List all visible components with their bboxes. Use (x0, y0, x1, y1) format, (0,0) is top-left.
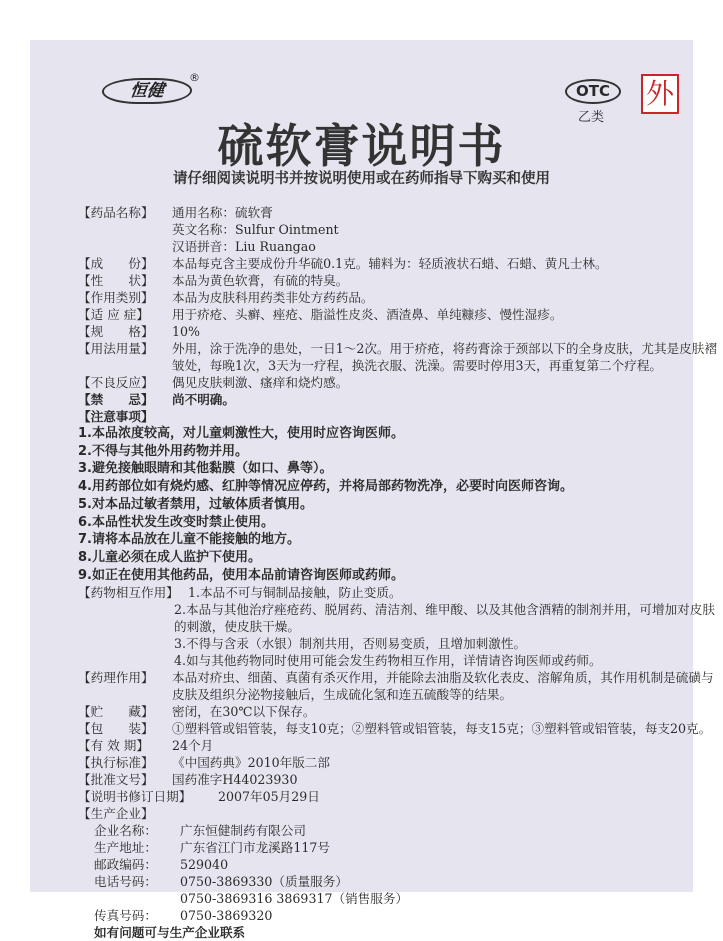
fax-value: 0750-3869320 (180, 908, 273, 924)
indications-value: 用于疥疮、头癣、痤疮、脂溢性皮炎、酒渣鼻、单纯糠疹、慢性湿疹。 (172, 307, 563, 322)
ingredients-row (78, 255, 718, 272)
registered-mark: ® (189, 71, 200, 84)
instruction-sheet (30, 40, 717, 941)
interaction-item: 3.不得与含汞（水银）制剂共用，否则易变质，且增加刺激性。 (174, 636, 527, 652)
usage-label: 【用法用量】 (78, 341, 154, 356)
precaution-item: 3.避免接触眼睛和其他黏膜（如口、鼻等）。 (78, 461, 333, 477)
precaution-item: 5.对本品过敏者禁用，过敏体质者慎用。 (78, 496, 313, 512)
ingredients-label: 【成 份】 (78, 256, 154, 271)
precaution-item: 9.如正在使用其他药品，使用本品前请咨询医师或药师。 (78, 567, 404, 583)
contraindications-value: 尚不明确。 (172, 392, 235, 407)
brand-logo: 恒健 (100, 78, 194, 104)
drug-pinyin-name: 汉语拼音：Liu Ruangao (172, 239, 316, 254)
drug-english-name: 英文名称：Sulfur Ointment (172, 222, 339, 237)
contraindications-label: 【禁 忌】 (78, 392, 154, 407)
instruction-content (78, 204, 718, 941)
interactions-row (78, 584, 718, 601)
company-row (78, 822, 718, 839)
drug-generic-name: 通用名称：硫软膏 (172, 205, 273, 220)
expiry-row (78, 737, 718, 754)
revision-row (78, 788, 718, 805)
interaction-item: 4.如与其他药物同时使用可能会发生药物相互作用，详情请咨询医师或药师。 (174, 653, 602, 669)
standard-value: 《中国药典》2010年版二部 (172, 755, 330, 771)
appearance-row (78, 272, 718, 289)
storage-label: 【贮 藏】 (78, 704, 154, 720)
precaution-item: 6.本品性状发生改变时禁止使用。 (78, 514, 274, 530)
package-value: ①塑料管或铝管装，每支10克；②塑料管或铝管装，每支15克；③塑料管或铝管装，每支20克。 (172, 721, 712, 737)
phone-key: 电话号码： (94, 874, 157, 890)
pharmacology-label: 【药理作用】 (78, 670, 154, 686)
standard-row (78, 754, 718, 771)
interaction-item: 2.本品与其他治疗痤疮药、脱屑药、清洁剂、维甲酸、以及其他含酒精的制剂并用，可增加对皮肤的刺激，使皮肤干燥。 (174, 602, 715, 635)
company-value: 广东恒健制药有限公司 (180, 823, 306, 839)
precautions-label: 【注意事项】 (78, 409, 154, 424)
otc-badge: OTC (565, 79, 621, 104)
external-use-badge: 外 (641, 74, 679, 114)
package-row (78, 720, 718, 737)
spec-label: 【规 格】 (78, 324, 154, 339)
contraindications-row (78, 391, 718, 408)
expiry-value: 24个月 (172, 738, 214, 754)
postcode-key: 邮政编码： (94, 857, 157, 873)
adverse-label: 【不良反应】 (78, 375, 154, 390)
fax-row (78, 907, 718, 924)
adverse-row (78, 374, 718, 391)
drug-name-row (78, 204, 718, 221)
approval-value: 国药准字H44023930 (172, 772, 298, 788)
approval-row (78, 771, 718, 788)
precaution-item: 4.用药部位如有烧灼感、红肿等情况应停药，并将局部药物洗净，必要时向医师咨询。 (78, 479, 573, 495)
address-value: 广东省江门市龙溪路117号 (180, 840, 330, 856)
appearance-value: 本品为黄色软膏，有硫的特臭。 (172, 273, 349, 288)
adverse-value: 偶见皮肤刺激、瘙痒和烧灼感。 (172, 375, 349, 390)
usage-row (78, 340, 718, 374)
precaution-item: 8.儿童必须在成人监护下使用。 (78, 549, 261, 565)
category-value: 本品为皮肤科用药类非处方药药品。 (172, 290, 374, 305)
ingredients-value: 本品每克含主要成份升华硫0.1克。辅料为：轻质液状石蜡、石蜡、黄凡士林。 (172, 256, 608, 271)
interactions-label: 【药物相互作用】 (78, 585, 179, 601)
revision-label: 【说明书修订日期】 (78, 789, 192, 805)
appearance-label: 【性 状】 (78, 273, 154, 288)
precaution-item: 7.请将本品放在儿童不能接触的地方。 (78, 532, 300, 548)
storage-row (78, 703, 718, 720)
spec-row (78, 323, 718, 340)
fax-key: 传真号码： (94, 908, 157, 924)
contact-note: 如有问题可与生产企业联系 (94, 925, 246, 941)
phone-row (78, 873, 718, 890)
address-key: 生产地址： (94, 840, 157, 856)
expiry-label: 【有 效 期】 (78, 738, 149, 754)
indications-label: 【适 应 症】 (78, 307, 149, 322)
company-key: 企业名称： (94, 823, 157, 839)
revision-value: 2007年05月29日 (218, 789, 320, 805)
postcode-value: 529040 (180, 857, 229, 873)
approval-label: 【批准文号】 (78, 772, 154, 788)
address-row (78, 839, 718, 856)
category-label: 【作用类别】 (78, 290, 154, 305)
pharmacology-row (78, 669, 718, 703)
otc-class-label: 乙类 (578, 110, 605, 125)
standard-label: 【执行标准】 (78, 755, 154, 771)
phone-value: 0750-3869330（质量服务） (180, 874, 348, 890)
page-subtitle: 请仔细阅读说明书并按说明使用或在药师指导下购买和使用 (173, 171, 550, 187)
phone-value-secondary: 0750-3869316 3869317（销售服务） (180, 891, 409, 907)
precaution-item: 1.本品浓度较高，对儿童刺激性大，使用时应咨询医师。 (78, 426, 404, 441)
package-label: 【包 装】 (78, 721, 154, 737)
drug-name-label: 【药品名称】 (78, 205, 154, 220)
spec-value: 10% (172, 324, 200, 339)
storage-value: 密闭，在30℃以下保存。 (172, 704, 316, 720)
page-title: 硫软膏说明书 (217, 119, 506, 173)
category-row (78, 289, 718, 306)
pharmacology-value: 本品对疥虫、细菌、真菌有杀灭作用，并能除去油脂及软化表皮、溶解角质，其作用机制是硫磺与皮肤及组织分泌物接触后，生成硫化氢和连五硫酸等的结果。 (172, 670, 714, 703)
indications-row (78, 306, 718, 323)
interaction-item: 1.本品不可与铜制品接触，防止变质。 (188, 585, 402, 601)
usage-value: 外用，涂于洗净的患处，一日1～2次。用于疥疮，将药膏涂于颈部以下的全身皮肤，尤其是皮肤褶皱处，每晚1次，3天为一疗程，换洗衣服、洗澡。需要时停用3天，再重复第二个疗程。 (172, 341, 717, 373)
postcode-row (78, 856, 718, 873)
precaution-item: 2.不得与其他外用药物并用。 (78, 443, 248, 459)
manufacturer-label: 【生产企业】 (78, 806, 154, 822)
